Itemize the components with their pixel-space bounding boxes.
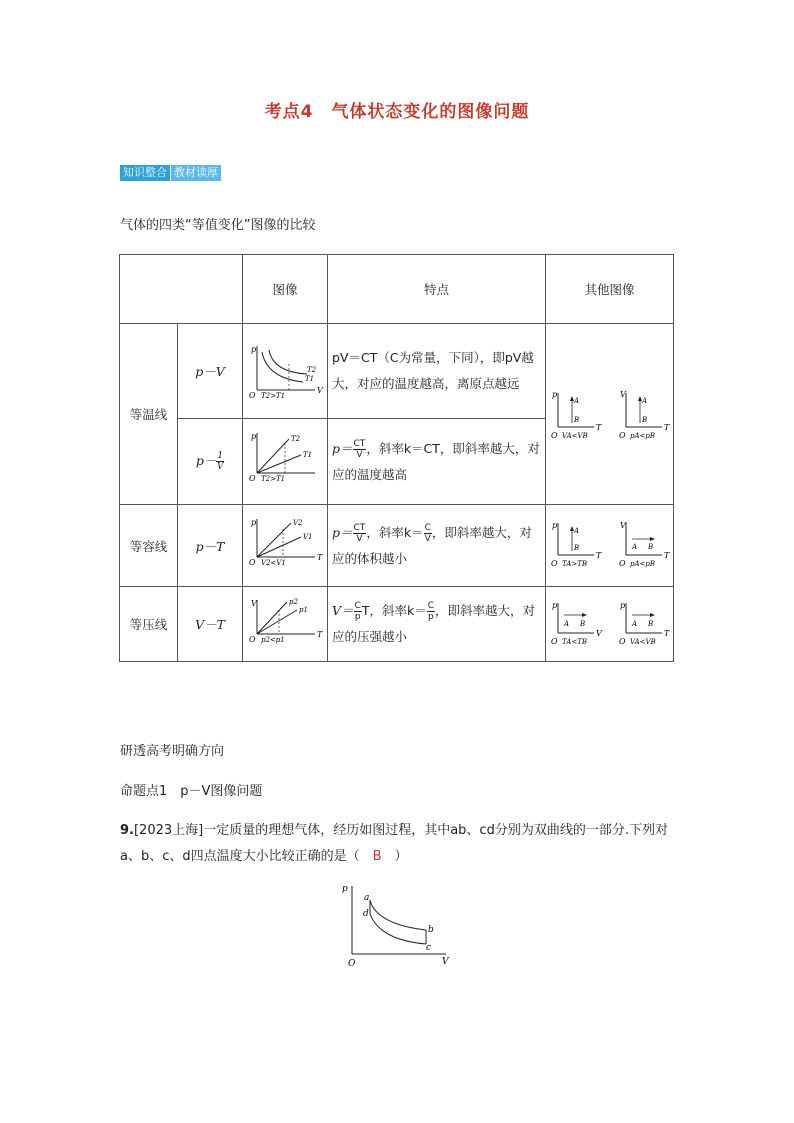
graph-vt <box>243 587 328 662</box>
svg-text:T1: T1 <box>305 374 315 383</box>
svg-text:T: T <box>317 553 323 562</box>
svg-text:pA<pB: pA<pB <box>629 431 655 440</box>
svg-text:A: A <box>573 396 579 405</box>
fig-label-b: b <box>428 925 434 935</box>
svg-text:A: A <box>573 527 579 535</box>
svg-text:B: B <box>647 619 653 628</box>
fig-label-o: O <box>348 959 356 969</box>
svg-text:O: O <box>249 390 256 400</box>
svg-text:A: A <box>631 619 637 628</box>
row-label-pt: p－T <box>178 505 243 587</box>
comparison-table <box>119 254 674 662</box>
svg-text:O: O <box>550 559 558 568</box>
table-header-row <box>120 255 674 324</box>
section-heading: 研透高考明确方向 <box>120 744 225 759</box>
isothermal-other-graphs <box>548 383 672 443</box>
fig-label-d: d <box>363 909 369 919</box>
svg-text:A: A <box>641 396 647 405</box>
svg-text:V: V <box>317 385 323 395</box>
svg-text:T1: T1 <box>303 451 313 459</box>
badge-part1: 知识整合 <box>120 165 170 181</box>
svg-text:T: T <box>595 551 601 560</box>
svg-text:B: B <box>573 544 579 552</box>
problem-text: [2023上海]一定质量的理想气体，经历如图过程，其中ab、cd分别为双曲线的一部分.下列对a、b、c、d四点温度大小比较正确的是（ <box>120 823 668 864</box>
p1v-graph-figure <box>245 429 325 491</box>
svg-text:V: V <box>619 521 626 530</box>
svg-text:B: B <box>579 619 585 628</box>
svg-text:VA<VB: VA<VB <box>629 637 656 646</box>
svg-text:pA<pB: pA<pB <box>629 560 655 568</box>
svg-text:B: B <box>573 415 579 424</box>
svg-text:V1: V1 <box>303 533 313 541</box>
svg-text:p: p <box>551 600 557 610</box>
svg-text:A: A <box>631 543 637 551</box>
page-title: 考点4 气体状态变化的图像问题 <box>264 102 530 122</box>
svg-text:O: O <box>550 636 558 646</box>
svg-text:O: O <box>249 634 256 644</box>
svg-text:p1: p1 <box>299 605 308 614</box>
svg-text:T2>T1: T2>T1 <box>261 475 286 483</box>
svg-text:p2: p2 <box>289 597 298 606</box>
svg-text:T: T <box>663 422 669 432</box>
svg-text:O: O <box>249 558 256 567</box>
row-label-vt: V－T <box>178 587 243 662</box>
svg-text:p: p <box>551 389 557 399</box>
fig-label-p: p <box>342 884 348 894</box>
feature-pt: p＝ $\frac{CT}{V}$ ，斜率k＝ $\frac{C}{V}$ ，即斜率越大，对应的体积越小 <box>328 505 546 587</box>
svg-text:T2: T2 <box>307 365 317 374</box>
svg-text:B: B <box>641 415 647 424</box>
svg-text:T: T <box>317 629 323 639</box>
svg-text:p: p <box>251 432 257 441</box>
fig-label-c: c <box>426 943 432 953</box>
svg-text:T: T <box>595 422 601 432</box>
svg-text:TA>TB: TA>TB <box>561 560 587 568</box>
row-pt <box>120 505 674 587</box>
header-other: 其他图像 <box>546 255 674 324</box>
svg-text:p2<p1: p2<p1 <box>261 635 285 644</box>
problem-close: ） <box>381 849 408 864</box>
isobaric-other-graphs <box>548 599 672 647</box>
problem-figure <box>336 882 456 972</box>
pv-graph-figure <box>245 340 325 400</box>
svg-text:O: O <box>618 636 626 646</box>
header-feature: 特点 <box>328 255 546 324</box>
vt-graph-figure <box>245 596 325 650</box>
svg-text:V: V <box>595 628 602 638</box>
svg-text:p: p <box>251 518 257 527</box>
row-vt <box>120 587 674 662</box>
feature-p1v: p＝ $\frac{CT}{V}$ ，斜率k＝CT，即斜率越大，对应的温度越高 <box>328 419 546 505</box>
group-isochoric: 等容线 <box>120 505 178 587</box>
header-graph: 图像 <box>243 255 328 324</box>
feature-vt: V＝ $\frac{C}{p}$ T，斜率k＝ $\frac{C}{p}$ ，即斜率越大，对应的压强越小 <box>328 587 546 662</box>
svg-text:O: O <box>618 559 626 568</box>
isochoric-other-graphs <box>548 519 672 569</box>
group-isothermal: 等温线 <box>120 324 178 505</box>
svg-text:p: p <box>551 521 557 530</box>
svg-text:p: p <box>619 600 625 610</box>
svg-text:T2>T1: T2>T1 <box>261 391 286 400</box>
svg-text:O: O <box>249 474 256 483</box>
badge-part2: 教材读厚 <box>171 165 221 181</box>
svg-text:V: V <box>251 598 257 608</box>
svg-text:A: A <box>563 619 569 628</box>
problem-answer: B <box>372 849 382 864</box>
svg-text:O: O <box>618 430 626 440</box>
other-isochoric <box>546 505 674 587</box>
row-pv <box>120 324 674 419</box>
svg-text:O: O <box>550 430 558 440</box>
other-isothermal <box>546 324 674 505</box>
row-label-p1v: p－ $\frac{1}{V}$ <box>178 419 243 505</box>
other-isobaric <box>546 587 674 662</box>
problem-number: 9. <box>120 823 134 838</box>
group-isobaric: 等压线 <box>120 587 178 662</box>
svg-text:T: T <box>663 551 669 560</box>
feature-pv: pV＝CT（C为常量，下同），即pV越大，对应的温度越高，离原点越远 <box>328 324 546 419</box>
fig-label-v: V <box>442 957 449 967</box>
graph-pv <box>243 324 328 419</box>
svg-text:B: B <box>647 543 653 551</box>
graph-p1v <box>243 419 328 505</box>
problem-9 <box>120 818 680 870</box>
svg-text:T: T <box>663 628 669 638</box>
svg-text:p: p <box>251 344 257 354</box>
svg-text:TA<TB: TA<TB <box>561 637 587 646</box>
svg-text:V2<V1: V2<V1 <box>261 559 286 567</box>
fig-label-a: a <box>364 893 370 903</box>
pt-graph-figure <box>245 515 325 573</box>
svg-text:V2: V2 <box>293 519 303 527</box>
svg-text:V: V <box>619 389 626 399</box>
header-empty <box>120 255 243 324</box>
graph-pt <box>243 505 328 587</box>
topic-heading: 命题点1 p－V图像问题 <box>120 784 263 799</box>
section-badge <box>120 165 221 181</box>
svg-text:VA<VB: VA<VB <box>561 431 588 440</box>
row-label-pv: p－V <box>178 324 243 419</box>
svg-text:T2: T2 <box>291 435 301 443</box>
table-caption: 气体的四类“等值变化”图像的比较 <box>120 218 316 233</box>
